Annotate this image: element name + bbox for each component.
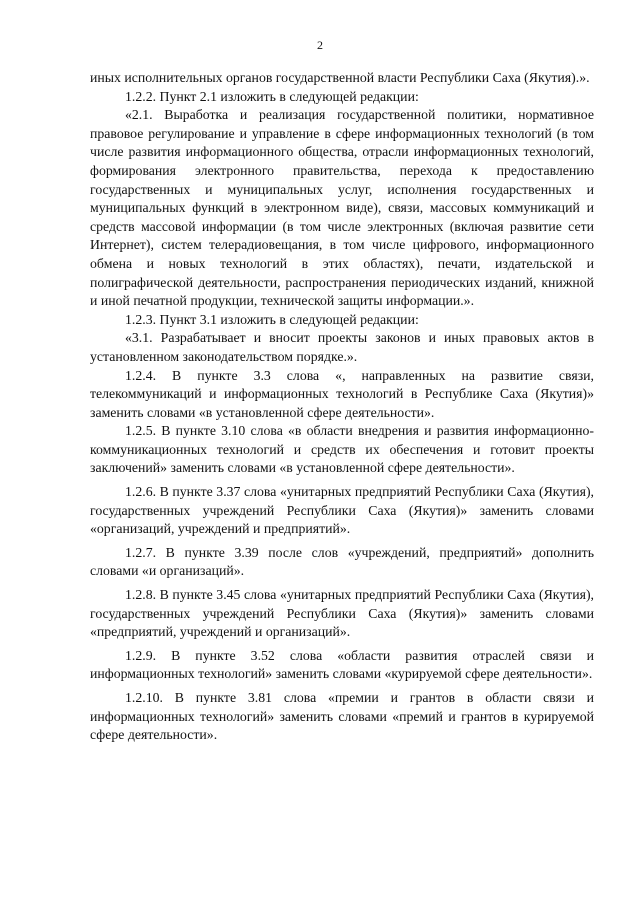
paragraph-1-2-5: 1.2.5. В пункте 3.10 слова «в области внедрения и развития информационно-коммуникационных технологий и средств их обеспечения и готовит проекты заключений» заменить словами «в установленной сфере деятельности». — [90, 423, 594, 476]
paragraph-3-1-text: «3.1. Разрабатывает и вносит проекты законов и иных правовых актов в установленном законодательством порядке.». — [90, 330, 594, 364]
paragraph-1-2-3: 1.2.3. Пункт 3.1 изложить в следующей редакции: — [125, 311, 419, 327]
paragraph-2-1-text: «2.1. Выработка и реализация государственной политики, нормативное правовое регулирование и управление в сфере информационных технологий (в том числе развития информационного общества, отрасли информационных технологий, формирования электронного правительства, перехода к предоставлению государственных и муниципальных услуг, исполнения государственных и муниципальных функций в электронном виде), связи, массовых коммуникаций и средств массовой информации (в том числе электронных (включая развитие сети Интернет), систем телерадиовещания, в том числе цифрового, информационного обмена и новых технологий в этих областях), печати, издательской и полиграфической деятельности, распространения периодических изданий, книжной и иной печатной продукции, технической защиты информации.». — [90, 107, 594, 309]
paragraph-1-2-4: 1.2.4. В пункте 3.3 слова «, направленных на развитие связи, телекоммуникаций и информационных технологий в Республике Саха (Якутия)» заменить словами «в установленной сфере деятельности». — [90, 367, 594, 420]
paragraph-1-2-9: 1.2.9. В пункте 3.52 слова «области развития отраслей связи и информационных технологий» заменить словами «курируемой сфере деятельности». — [90, 647, 594, 682]
paragraph-continuation: иных исполнительных органов государственной власти Республики Саха (Якутия).». — [90, 70, 590, 85]
paragraph-1-2-2: 1.2.2. Пункт 2.1 изложить в следующей редакции: — [125, 88, 419, 104]
paragraph-1-2-8: 1.2.8. В пункте 3.45 слова «унитарных предприятий Республики Саха (Якутия), государственных учреждений Республики Саха (Якутия)» заменить словами «предприятий, учреждений и организаций». — [90, 587, 594, 640]
page-number: 2 — [317, 38, 323, 52]
paragraph-1-2-6: 1.2.6. В пункте 3.37 слова «унитарных предприятий Республики Саха (Якутия), государственных учреждений Республики Саха (Якутия)» заменить словами «организаций, учреждений и предприятий». — [90, 484, 594, 537]
paragraph-1-2-7: 1.2.7. В пункте 3.39 после слов «учреждений, предприятий» дополнить словами «и организаций». — [90, 544, 594, 579]
document-body — [90, 69, 594, 745]
paragraph-1-2-10: 1.2.10. В пункте 3.81 слова «премии и грантов в области связи и информационных технологий» заменить словами «премий и грантов в курируемой сфере деятельности». — [90, 690, 594, 743]
